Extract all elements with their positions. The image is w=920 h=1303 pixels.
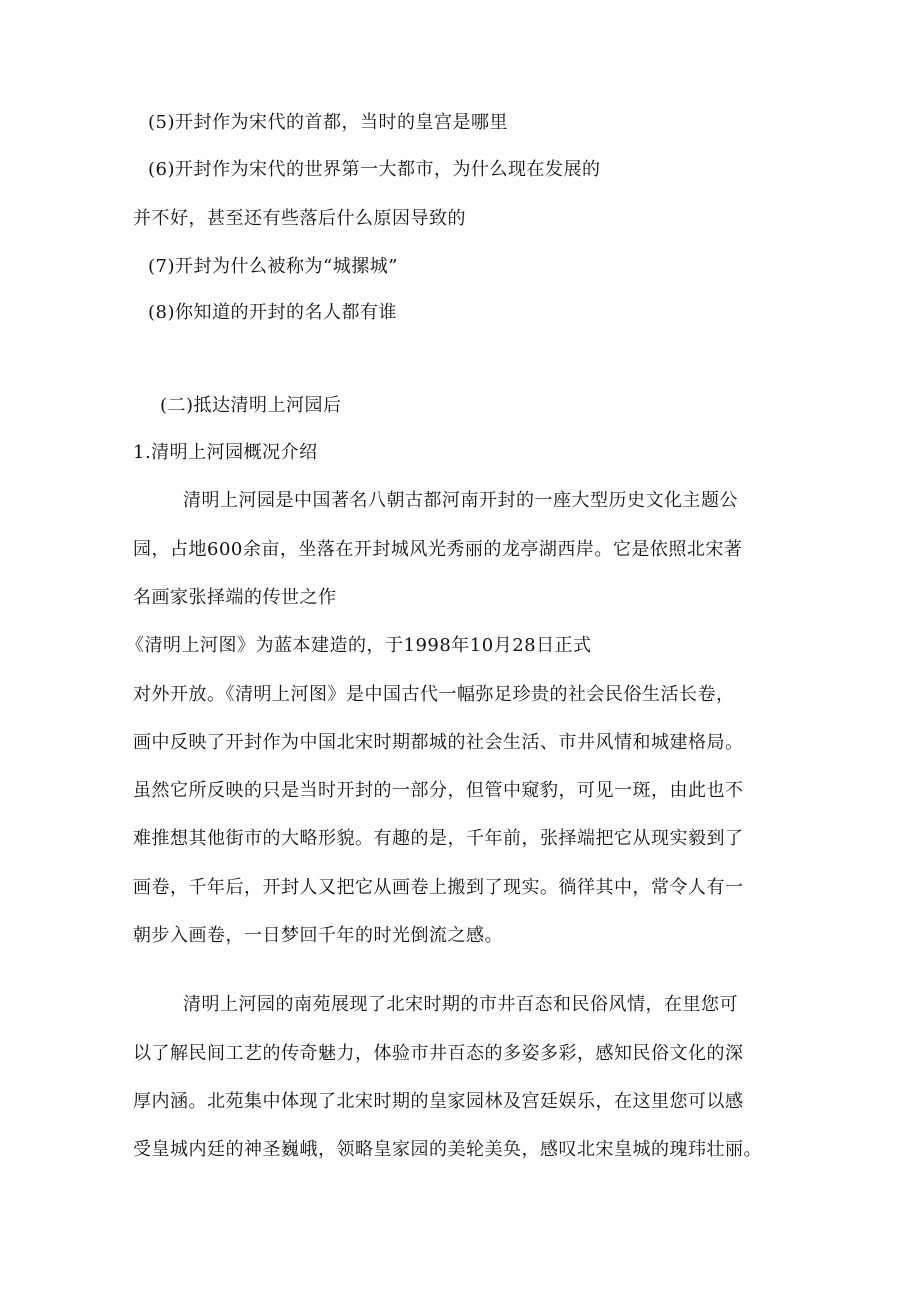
question-5: (5)开封作为宋代的首都，当时的皇宫是哪里 <box>148 112 508 133</box>
section-heading: (二)抵达清明上河园后 <box>160 395 342 416</box>
paragraph-1-line: 画卷，千年后，开封人又把它从画卷上搬到了现实。徜徉其中，常令人有一 <box>133 877 744 898</box>
question-6-continuation: 并不好，甚至还有些落后什么原因导致的 <box>133 208 466 229</box>
paragraph-1-line: 朝步入画卷，一日梦回千年的时光倒流之感。 <box>133 925 503 946</box>
paragraph-1-line: 名画家张择端的传世之作 <box>133 587 337 608</box>
paragraph-2-line: 受皇城内廷的神圣巍峨，领略皇家园的美轮美奂，感叹北宋皇城的瑰玮壮丽。 <box>133 1139 762 1160</box>
question-8: (8)你知道的开封的名人都有谁 <box>148 302 397 323</box>
paragraph-1-line: 对外开放。《清明上河图》是中国古代一幅弥足珍贵的社会民俗生活长卷， <box>133 684 735 705</box>
question-6: (6)开封作为宋代的世界第一大都市，为什么现在发展的 <box>148 159 601 180</box>
paragraph-1-line: 园，占地600余亩，坐落在开封城风光秀丽的龙亭湖西岸。它是依照北宋著 <box>133 539 743 560</box>
paragraph-2-line: 厚内涵。北苑集中体现了北宋时期的皇家园林及宫廷娱乐，在这里您可以感 <box>133 1091 744 1112</box>
paragraph-1-line: 画中反映了开封作为中国北宋时期都城的社会生活、市井风情和城建格局。 <box>133 732 744 753</box>
section-subheading: 1.清明上河园概况介绍 <box>133 442 318 463</box>
question-7: (7)开封为什么被称为“城摞城” <box>148 256 398 277</box>
paragraph-1-line: 清明上河园是中国著名八朝古都河南开封的一座大型历史文化主题公 <box>183 490 738 511</box>
paragraph-1-line: 难推想其他街市的大略形貌。有趣的是，千年前，张择端把它从现实毅到了 <box>133 828 744 849</box>
paragraph-1-line: 虽然它所反映的只是当时开封的一部分，但管中窥豹，可见一斑，由此也不 <box>133 780 744 801</box>
paragraph-2-line: 以了解民间工艺的传奇魅力，体验市井百态的多姿多彩，感知民俗文化的深 <box>133 1043 744 1064</box>
paragraph-2-line: 清明上河园的南苑展现了北宋时期的市井百态和民俗风情，在里您可 <box>183 994 738 1015</box>
paragraph-1-line: 《清明上河图》为蓝本建造的，于1998年10月28日正式 <box>126 635 592 656</box>
